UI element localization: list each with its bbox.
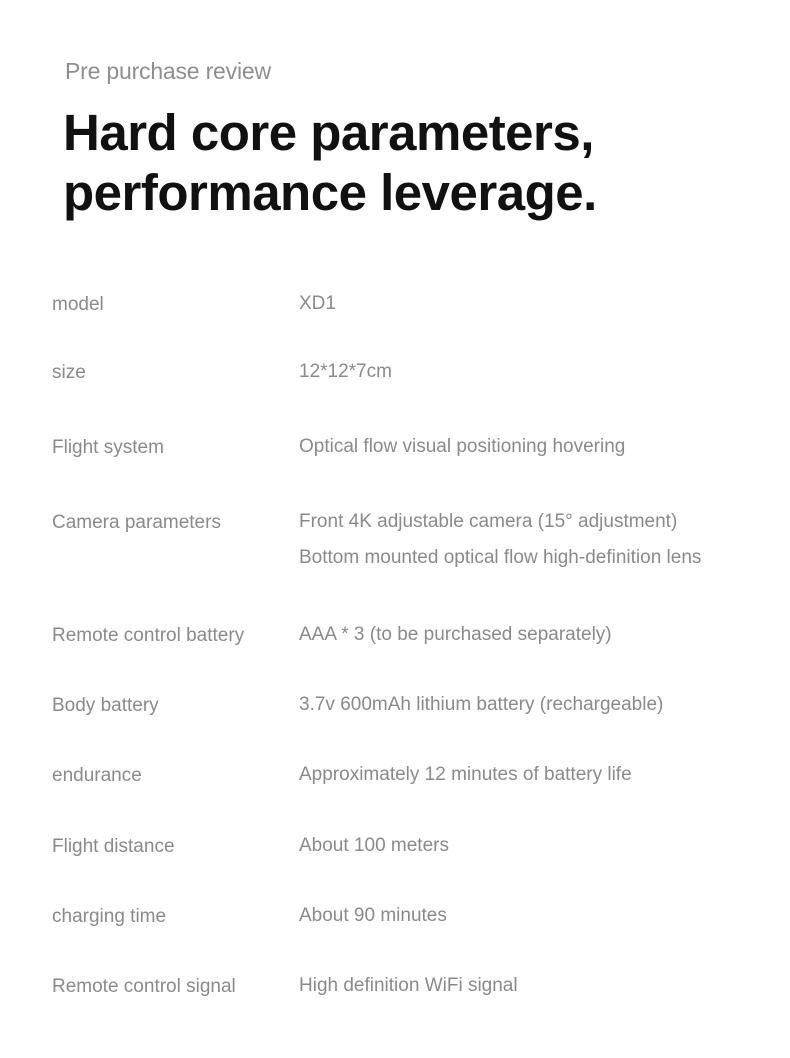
spec-label: Body battery <box>52 695 159 716</box>
spec-label: endurance <box>52 765 142 786</box>
spec-label: Flight distance <box>52 836 175 857</box>
spec-value: XD1 <box>299 293 336 314</box>
eyebrow-text: Pre purchase review <box>65 58 271 84</box>
page-title-line-1: Hard core parameters, <box>63 104 594 161</box>
spec-value: High definition WiFi signal <box>299 975 518 996</box>
spec-value: AAA * 3 (to be purchased separately) <box>299 624 612 645</box>
page-title-line-2: performance leverage. <box>63 164 597 221</box>
spec-value <box>299 504 701 576</box>
spec-value: 12*12*7cm <box>299 361 392 382</box>
spec-label: size <box>52 362 86 383</box>
spec-label: model <box>52 294 104 315</box>
spec-value: About 100 meters <box>299 835 449 856</box>
spec-label: Remote control battery <box>52 625 245 646</box>
spec-label: charging time <box>52 906 167 927</box>
spec-label: Remote control signal <box>52 976 236 997</box>
spec-value: 3.7v 600mAh lithium battery (rechargeable) <box>299 694 664 715</box>
spec-value: Optical flow visual positioning hovering <box>299 436 626 457</box>
spec-value: Approximately 12 minutes of battery life <box>299 764 632 785</box>
spec-value-line-1: Front 4K adjustable camera (15° adjustment) <box>299 511 678 532</box>
spec-value-line-2: Bottom mounted optical flow high-definition lens <box>299 547 702 568</box>
spec-label: Camera parameters <box>52 512 221 533</box>
page-title <box>63 103 597 223</box>
spec-label: Flight system <box>52 437 164 458</box>
spec-value: About 90 minutes <box>299 905 447 926</box>
